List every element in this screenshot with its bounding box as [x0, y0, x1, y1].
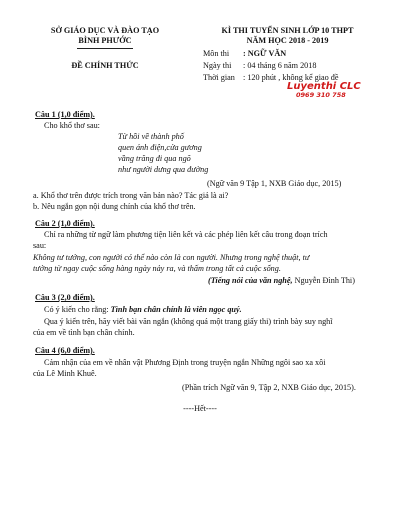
q2-title: Câu 2 (1,0 điểm). [35, 219, 95, 228]
watermark-brand: Luyenthi CLC [287, 81, 361, 92]
q1-poem-line-2: quen ánh điện,cửa gương [118, 143, 202, 152]
province-name: BÌNH PHƯỚC [78, 36, 132, 45]
q1-poem-line-1: Từ hồi về thành phố [118, 132, 184, 141]
q2-source [208, 276, 355, 286]
q1-item-b: b. Nêu ngắn gọn nội dung chính của khổ thơ trên. [33, 202, 196, 211]
q3-claim: Tình bạn chân chính là viên ngọc quý. [110, 305, 242, 314]
exam-title: KÌ THI TUYỂN SINH LỚP 10 THPT [221, 26, 354, 35]
subject-value: : NGỮ VĂN [243, 49, 287, 58]
q4-title: Câu 4 (6,0 điểm). [35, 346, 95, 355]
q2-prompt-line-2: sau: [33, 241, 47, 250]
header-left-rule [77, 48, 133, 49]
q3-prompt-line-2: của em về tình bạn chân chính. [33, 328, 135, 337]
q1-source: (Ngữ văn 9 Tập 1, NXB Giáo dục, 2015) [207, 179, 342, 188]
q4-prompt-line-2: của Lê Minh Khuê. [33, 369, 97, 378]
watermark-phone: 0969 310 758 [296, 91, 346, 99]
q2-quote-line-2: tưởng từ ngay cuộc sống hàng ngày nảy ra, và thấm trong tất cả cuộc sống. [33, 264, 281, 273]
q1-poem-line-4: như người dưng qua đường [118, 165, 209, 174]
q4-source: (Phần trích Ngữ văn 9, Tập 2, NXB Giáo dục, 2015). [182, 383, 356, 392]
q2-quote-line-1: Không tư tưởng, con người có thể nào còn là con người. Nhưng trong nghệ thuật, tư [33, 253, 310, 262]
department-name: SỞ GIÁO DỤC VÀ ĐÀO TẠO [50, 26, 160, 35]
q1-title: Câu 1 (1,0 điểm). [35, 110, 95, 119]
q3-prompt-line-1: Qua ý kiến trên, hãy viết bài văn ngắn (không quá một trang giấy thi) trình bày suy nghĩ [44, 317, 333, 326]
q2-source-title: (Tiếng nói của văn nghệ, [208, 276, 293, 285]
date-value: : 04 tháng 6 năm 2018 [243, 61, 317, 70]
q2-prompt-line-1: Chỉ ra những từ ngữ làm phương tiện liên kết và các phép liên kết câu trong đoạn trích [44, 230, 328, 239]
q1-poem-line-3: vầng trăng đi qua ngõ [118, 154, 191, 163]
end-mark: ----Hết---- [183, 404, 217, 413]
q4-prompt-line-1: Cảm nhận của em về nhân vật Phương Định trong truyện ngắn Những ngôi sao xa xôi [44, 358, 326, 367]
date-label: Ngày thi [203, 61, 232, 70]
q1-item-a: a. Khổ thơ trên được trích trong văn bản nào? Tác giả là ai? [33, 191, 229, 200]
q2-source-author: Nguyễn Đình Thi) [292, 276, 355, 285]
time-value: : 120 phút , không kể giao đề [243, 73, 339, 82]
subject-label: Môn thi [203, 49, 230, 58]
q3-statement [44, 305, 242, 315]
q3-title: Câu 3 (2,0 điểm). [35, 293, 95, 302]
q1-intro: Cho khổ thơ sau: [44, 121, 100, 130]
time-label: Thời gian [203, 73, 235, 82]
official-label: ĐỀ CHÍNH THỨC [71, 61, 139, 70]
q3-lead: Có ý kiến cho rằng: [44, 305, 111, 314]
school-year: NĂM HỌC 2018 - 2019 [246, 36, 329, 45]
